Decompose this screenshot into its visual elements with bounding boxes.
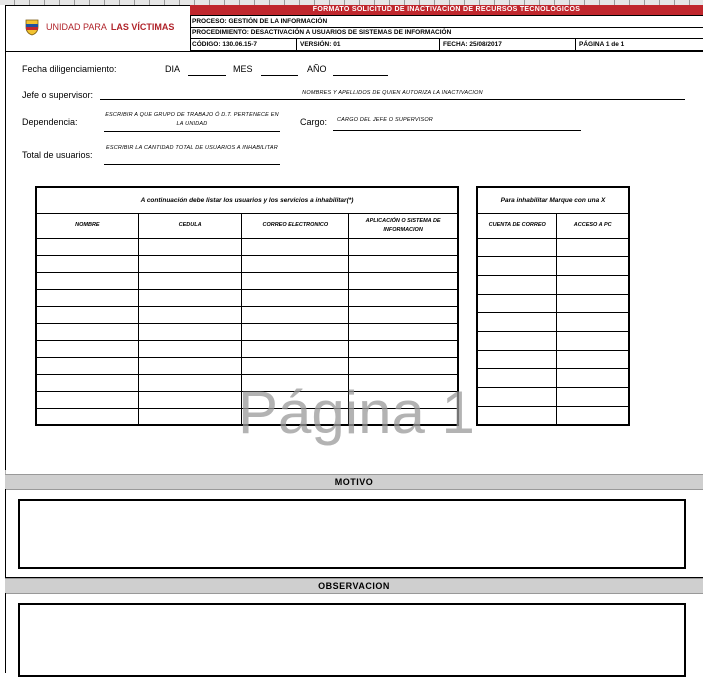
table-row bbox=[477, 294, 629, 313]
checkbox-cell[interactable] bbox=[477, 238, 557, 257]
checkbox-cell[interactable] bbox=[557, 275, 629, 294]
table-cell[interactable] bbox=[242, 340, 349, 357]
checkbox-cell[interactable] bbox=[557, 238, 629, 257]
table-cell[interactable] bbox=[138, 238, 242, 255]
header-row-procedimiento bbox=[190, 27, 703, 39]
total-usuarios-label: Total de usuarios: bbox=[22, 150, 93, 160]
table-cell[interactable] bbox=[36, 289, 138, 306]
table-cell[interactable] bbox=[138, 323, 242, 340]
table-row bbox=[36, 238, 458, 255]
table-row bbox=[477, 257, 629, 276]
table-cell[interactable] bbox=[36, 238, 138, 255]
inhabilitar-table bbox=[476, 186, 630, 426]
table-cell[interactable] bbox=[36, 255, 138, 272]
pagina-text: PÁGINA 1 de 1 bbox=[579, 41, 625, 48]
table-row bbox=[477, 275, 629, 294]
table-cell[interactable] bbox=[36, 306, 138, 323]
checkbox-cell[interactable] bbox=[557, 294, 629, 313]
col-nombre: NOMBRE bbox=[36, 213, 138, 238]
inhabilitar-caption: Para inhabilitar Marque con una X bbox=[477, 187, 629, 213]
col-cedula: CEDULA bbox=[138, 213, 242, 238]
checkbox-cell[interactable] bbox=[557, 406, 629, 425]
table-row bbox=[477, 406, 629, 425]
checkbox-cell[interactable] bbox=[477, 406, 557, 425]
table-cell[interactable] bbox=[349, 272, 458, 289]
table-row bbox=[477, 313, 629, 332]
logo bbox=[20, 18, 185, 38]
checkbox-cell[interactable] bbox=[477, 257, 557, 276]
table-cell[interactable] bbox=[138, 391, 242, 408]
table-cell[interactable] bbox=[138, 408, 242, 425]
table-cell[interactable] bbox=[36, 357, 138, 374]
table-cell[interactable] bbox=[138, 272, 242, 289]
ano-label: AÑO bbox=[307, 64, 327, 74]
ano-field[interactable] bbox=[333, 63, 388, 76]
fecha-label: Fecha diligenciamiento: bbox=[22, 64, 117, 74]
checkbox-cell[interactable] bbox=[477, 331, 557, 350]
dia-field[interactable] bbox=[188, 63, 226, 76]
jefe-field[interactable]: NOMBRES Y APELLIDOS DE QUIEN AUTORIZA LA INACTIVACION bbox=[100, 89, 685, 100]
table-cell[interactable] bbox=[138, 340, 242, 357]
table-cell[interactable] bbox=[138, 306, 242, 323]
table-cell[interactable] bbox=[349, 289, 458, 306]
table-row bbox=[36, 289, 458, 306]
table-row bbox=[477, 238, 629, 257]
procedimiento-text: PROCEDIMIENTO: DESACTIVACIÓN A USUARIOS DE SISTEMAS DE INFORMACIÓN bbox=[192, 29, 452, 36]
table-cell[interactable] bbox=[138, 357, 242, 374]
total-usuarios-field[interactable]: ESCRIBIR LA CANTIDAD TOTAL DE USUARIOS A INHABILITAR bbox=[104, 144, 280, 165]
table-row bbox=[477, 350, 629, 369]
checkbox-cell[interactable] bbox=[477, 275, 557, 294]
checkbox-cell[interactable] bbox=[477, 294, 557, 313]
table-cell[interactable] bbox=[138, 289, 242, 306]
table-row bbox=[36, 255, 458, 272]
table-cell[interactable] bbox=[242, 357, 349, 374]
table-cell[interactable] bbox=[36, 323, 138, 340]
motivo-section-border bbox=[5, 489, 703, 578]
jefe-label: Jefe o supervisor: bbox=[22, 90, 94, 100]
table-cell[interactable] bbox=[242, 238, 349, 255]
table-cell[interactable] bbox=[242, 306, 349, 323]
table-cell[interactable] bbox=[242, 289, 349, 306]
table-cell[interactable] bbox=[349, 340, 458, 357]
table-cell[interactable] bbox=[138, 374, 242, 391]
checkbox-cell[interactable] bbox=[557, 350, 629, 369]
codigo-text: CÓDIGO: 130.06.15-7 bbox=[192, 41, 258, 48]
table-cell[interactable] bbox=[349, 255, 458, 272]
table-cell[interactable] bbox=[36, 408, 138, 425]
table-cell[interactable] bbox=[36, 340, 138, 357]
table-row bbox=[36, 323, 458, 340]
table-row bbox=[36, 357, 458, 374]
table-row bbox=[477, 331, 629, 350]
table-row bbox=[36, 306, 458, 323]
table-cell[interactable] bbox=[349, 357, 458, 374]
motivo-section-header: MOTIVO bbox=[5, 474, 703, 490]
checkbox-cell[interactable] bbox=[477, 350, 557, 369]
mes-field[interactable] bbox=[261, 63, 298, 76]
table-cell[interactable] bbox=[349, 306, 458, 323]
cargo-field[interactable]: CARGO DEL JEFE O SUPERVISOR bbox=[333, 116, 581, 131]
page-watermark: Página 1 bbox=[238, 379, 475, 446]
cargo-label: Cargo: bbox=[300, 117, 328, 127]
table-cell[interactable] bbox=[349, 323, 458, 340]
table-cell[interactable] bbox=[36, 391, 138, 408]
checkbox-cell[interactable] bbox=[477, 388, 557, 407]
dependencia-label: Dependencia: bbox=[22, 117, 78, 127]
mes-label: MES bbox=[233, 64, 253, 74]
dependencia-field[interactable]: ESCRIBIR A QUE GRUPO DE TRABAJO Ó D.T. PERTENECE EN LA UNIDAD bbox=[104, 111, 280, 132]
table-cell[interactable] bbox=[36, 272, 138, 289]
fecha-text: FECHA: 25/08/2017 bbox=[443, 41, 502, 48]
observacion-section-header: OBSERVACION bbox=[5, 578, 703, 594]
logo-text-unidad: UNIDAD PARA bbox=[46, 22, 107, 32]
checkbox-cell[interactable] bbox=[557, 388, 629, 407]
col-aplicacion: APLICACIÓN O SISTEMA DE INFORMACION bbox=[349, 213, 458, 238]
table-cell[interactable] bbox=[36, 374, 138, 391]
users-table-caption: A continuación debe listar los usuarios y los servicios a inhabilitar(*) bbox=[36, 187, 458, 213]
table-row bbox=[477, 369, 629, 388]
checkbox-cell[interactable] bbox=[557, 313, 629, 332]
colombia-shield-icon bbox=[24, 18, 40, 36]
form-title: FORMATO SOLICITUD DE INACTIVACIÓN DE RECURSOS TECNOLÓGICOS bbox=[190, 5, 703, 15]
dia-label: DIA bbox=[165, 64, 181, 74]
table-cell[interactable] bbox=[242, 272, 349, 289]
table-cell[interactable] bbox=[138, 255, 242, 272]
table-row bbox=[36, 272, 458, 289]
col-correo: CORREO ELECTRONICO bbox=[242, 213, 349, 238]
table-cell[interactable] bbox=[349, 238, 458, 255]
checkbox-cell[interactable] bbox=[477, 369, 557, 388]
col-cuenta-correo: CUENTA DE CORREO bbox=[477, 213, 557, 238]
checkbox-cell[interactable] bbox=[557, 369, 629, 388]
checkbox-cell[interactable] bbox=[557, 331, 629, 350]
col-acceso-pc: ACCESO A PC bbox=[557, 213, 629, 238]
proceso-text: PROCESO: GESTIÓN DE LA INFORMACIÓN bbox=[192, 18, 328, 25]
table-cell[interactable] bbox=[242, 255, 349, 272]
logo-text-victimas: LAS VÍCTIMAS bbox=[110, 22, 175, 32]
checkbox-cell[interactable] bbox=[557, 257, 629, 276]
table-row bbox=[36, 340, 458, 357]
table-cell[interactable] bbox=[242, 323, 349, 340]
observacion-section-border bbox=[5, 593, 703, 673]
table-row bbox=[477, 388, 629, 407]
checkbox-cell[interactable] bbox=[477, 313, 557, 332]
version-text: VERSIÓN: 01 bbox=[300, 41, 341, 48]
